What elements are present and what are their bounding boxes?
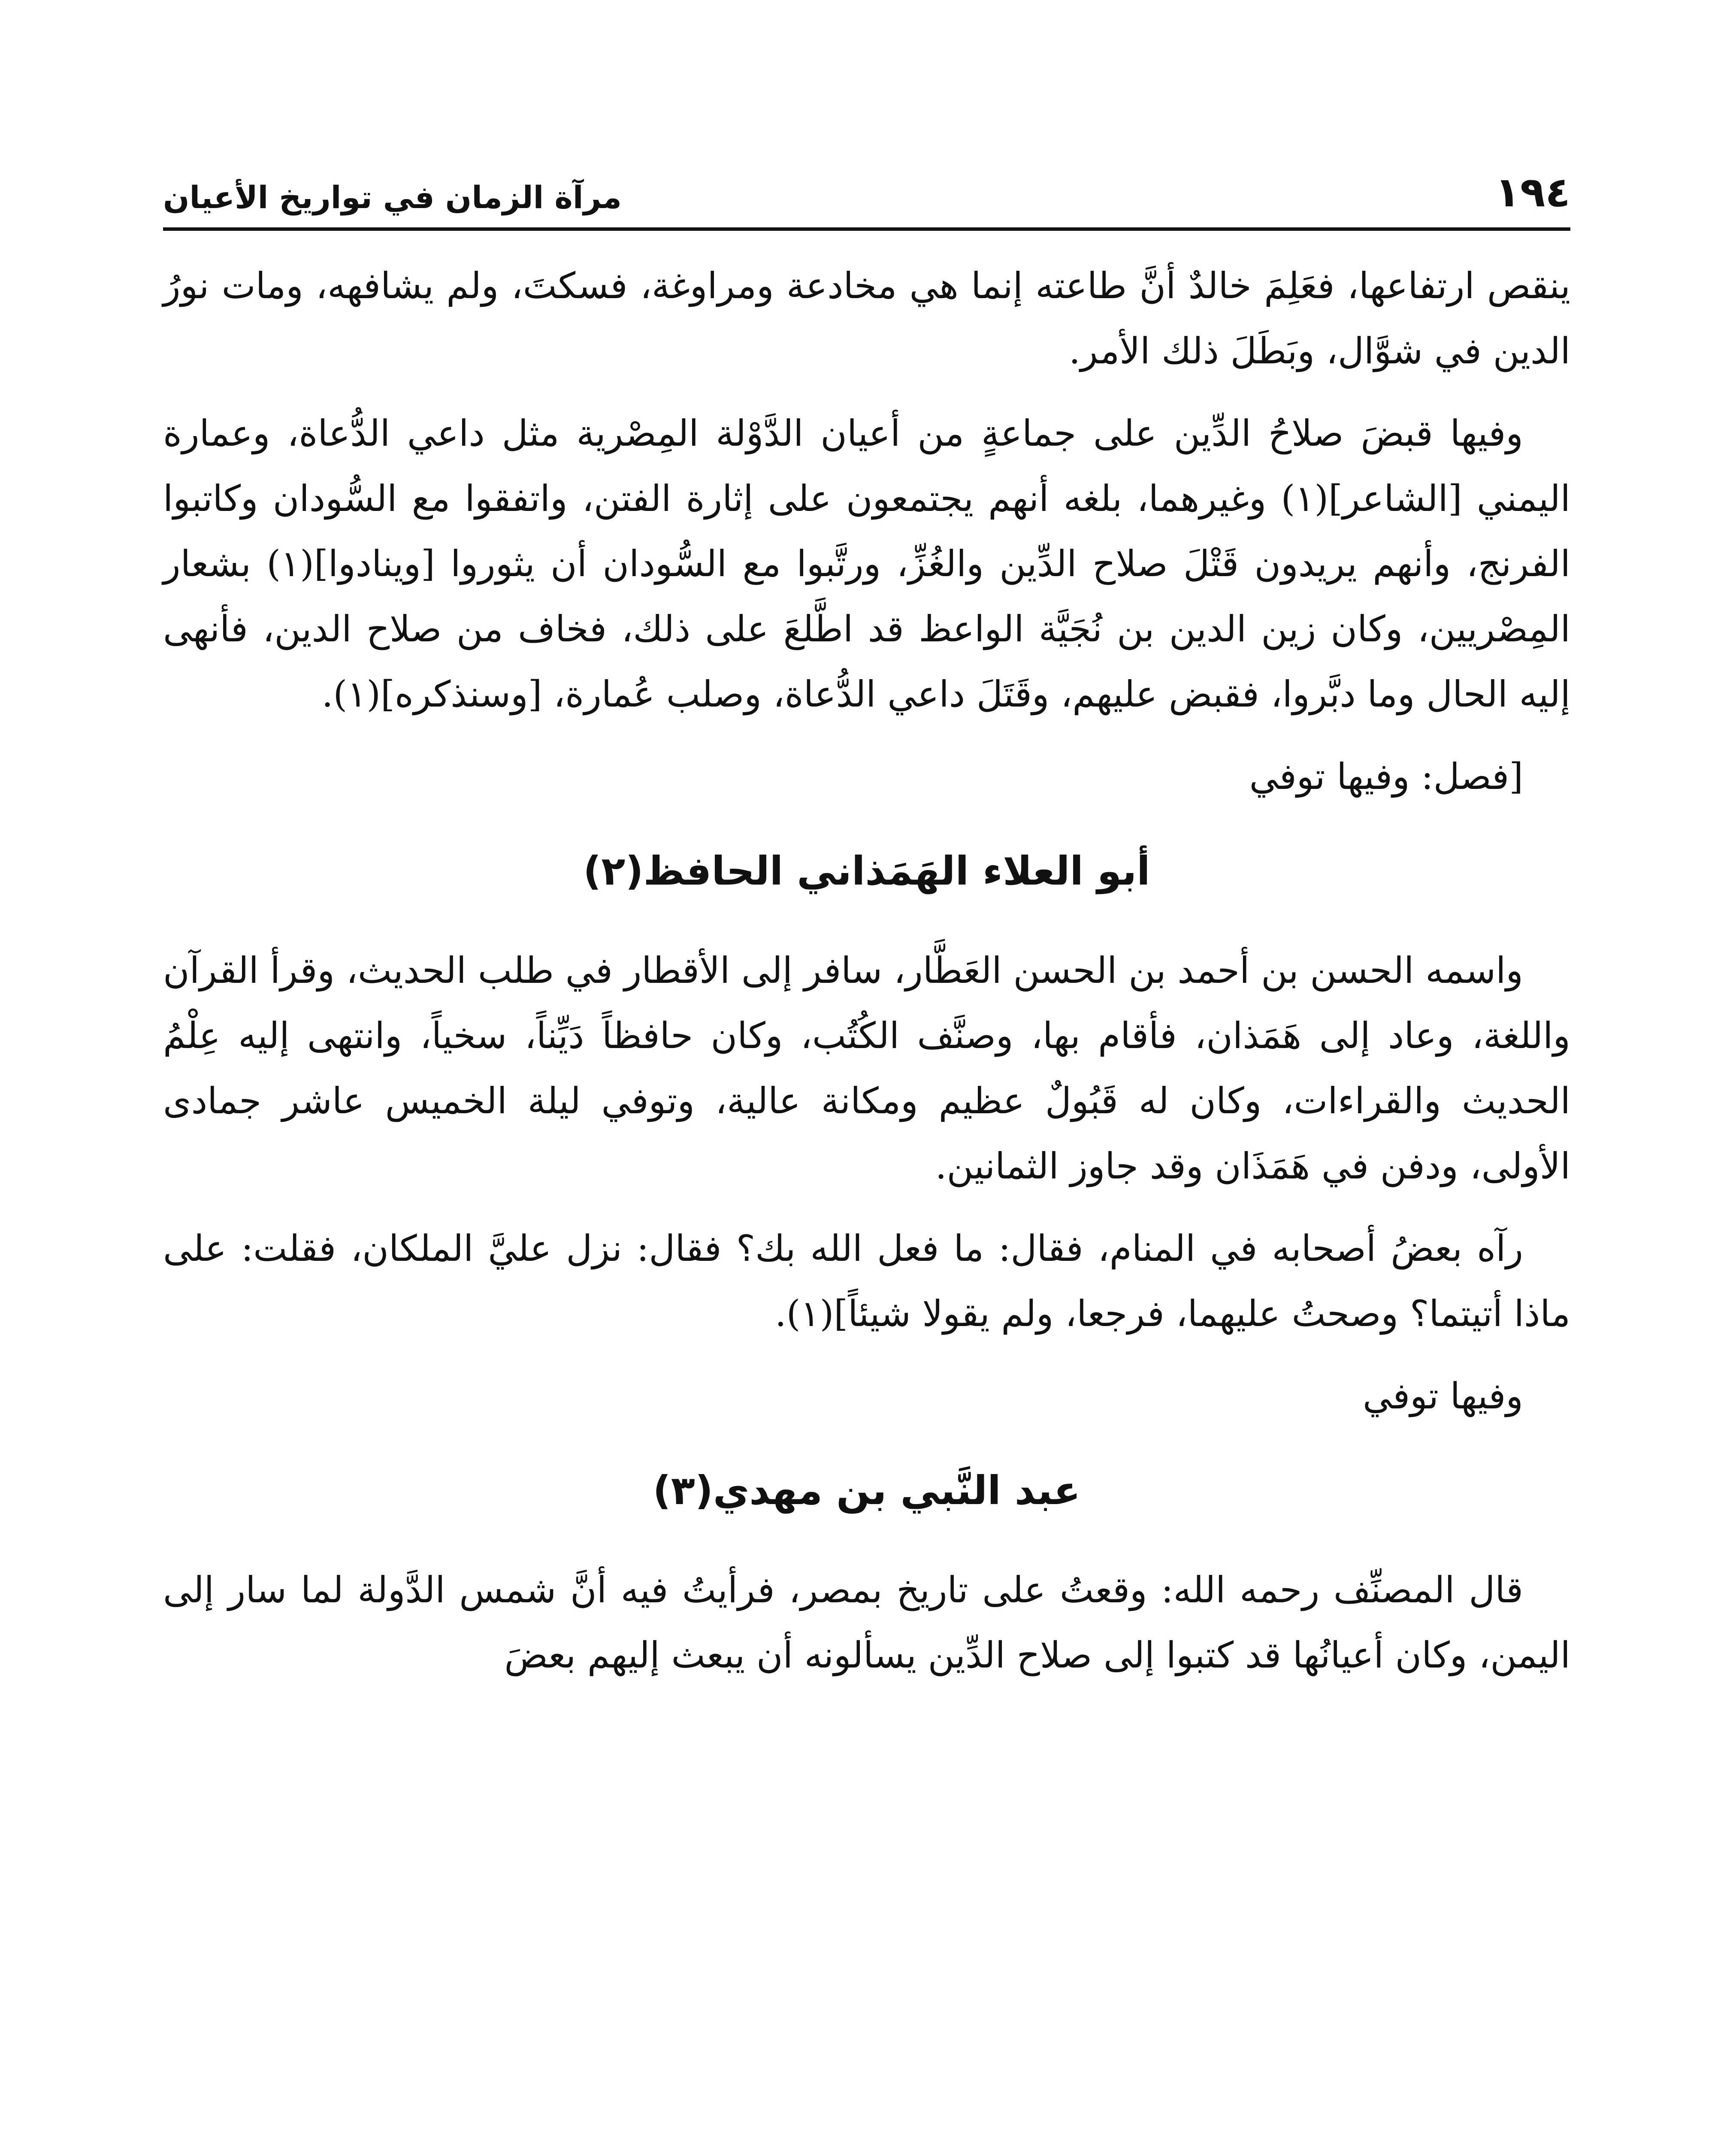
page-header <box>163 137 1570 223</box>
paragraph-1: ينقص ارتفاعها، فعَلِمَ خالدٌ أنَّ طاعته إنما هي مخادعة ومراوغة، فسكتَ، ولم يشافهه، ومات نورُ الدين في شوَّال، وبَطَلَ ذلك الأمر. <box>163 265 1570 372</box>
main-text <box>163 253 1570 1688</box>
paragraph-6: وفيها توفي <box>1362 1375 1523 1417</box>
paragraph-5: رآه بعضُ أصحابه في المنام، فقال: ما فعل الله بك؟ فقال: نزل عليَّ الملكان، فقلت: على ماذا أتيتما؟ وصحتُ عليهما، فرجعا، ولم يقولا شيئاً](١). <box>163 1227 1570 1335</box>
paragraph-3: [فصل: وفيها توفي <box>1249 755 1523 798</box>
page-number: ١٩٤ <box>1495 168 1570 216</box>
running-title: مرآة الزمان في تواريخ الأعيان <box>163 179 622 215</box>
paragraph-7: قال المصنِّف رحمه الله: وقعتُ على تاريخ بمصر، فرأيتُ فيه أنَّ شمس الدَّولة لما سار إلى اليمن، وكان أعيانُها قد كتبوا إلى صلاح الدِّين يسألونه أن يبعث إليهم بعضَ <box>163 1569 1570 1676</box>
paragraph-4: واسمه الحسن بن أحمد بن الحسن العَطَّار، سافر إلى الأقطار في طلب الحديث، وقرأ القرآن واللغة، وعاد إلى هَمَذان، فأقام بها، وصنَّف الكُتُب، وكان حافظاً دَيِّناً، سخياً، وانتهى إليه عِلْمُ الحديث والقراءات، وكان له قَبُولٌ عظيم ومكانة عالية، وتوفي ليلة الخميس عاشر جمادى الأولى، ودفن في هَمَذَان وقد جاوز الثمانين. <box>163 949 1570 1187</box>
section-heading-1: أبو العلاء الهَمَذاني الحافظ(٢) <box>583 848 1150 894</box>
paragraph-2: وفيها قبضَ صلاحُ الدِّين على جماعةٍ من أعيان الدَّوْلة المِصْرية مثل داعي الدُّعاة، وعمارة اليمني [الشاعر](١) وغيرهما، بلغه أنهم يجتمعون على إثارة الفتن، واتفقوا مع السُّودان وكاتبوا الفرنج، وأنهم يريدون قَتْلَ صلاح الدِّين والغُزِّ، ورتَّبوا مع السُّودان أن يثوروا [وينادوا](١) بشعار المِصْريين، وكان زين الدين بن نُجَيَّة الواعظ قد اطَّلعَ على ذلك، فخاف من صلاح الدين، فأنهى إليه الحال وما دبَّروا، فقبض عليهم، وقَتَلَ داعي الدُّعاة، وصلب عُمارة، [وسنذكره](١). <box>163 412 1571 715</box>
header-divider <box>163 227 1570 231</box>
section-heading-2: عبد النَّبي بن مهدي(٣) <box>653 1468 1081 1514</box>
book-page <box>163 137 1570 2145</box>
